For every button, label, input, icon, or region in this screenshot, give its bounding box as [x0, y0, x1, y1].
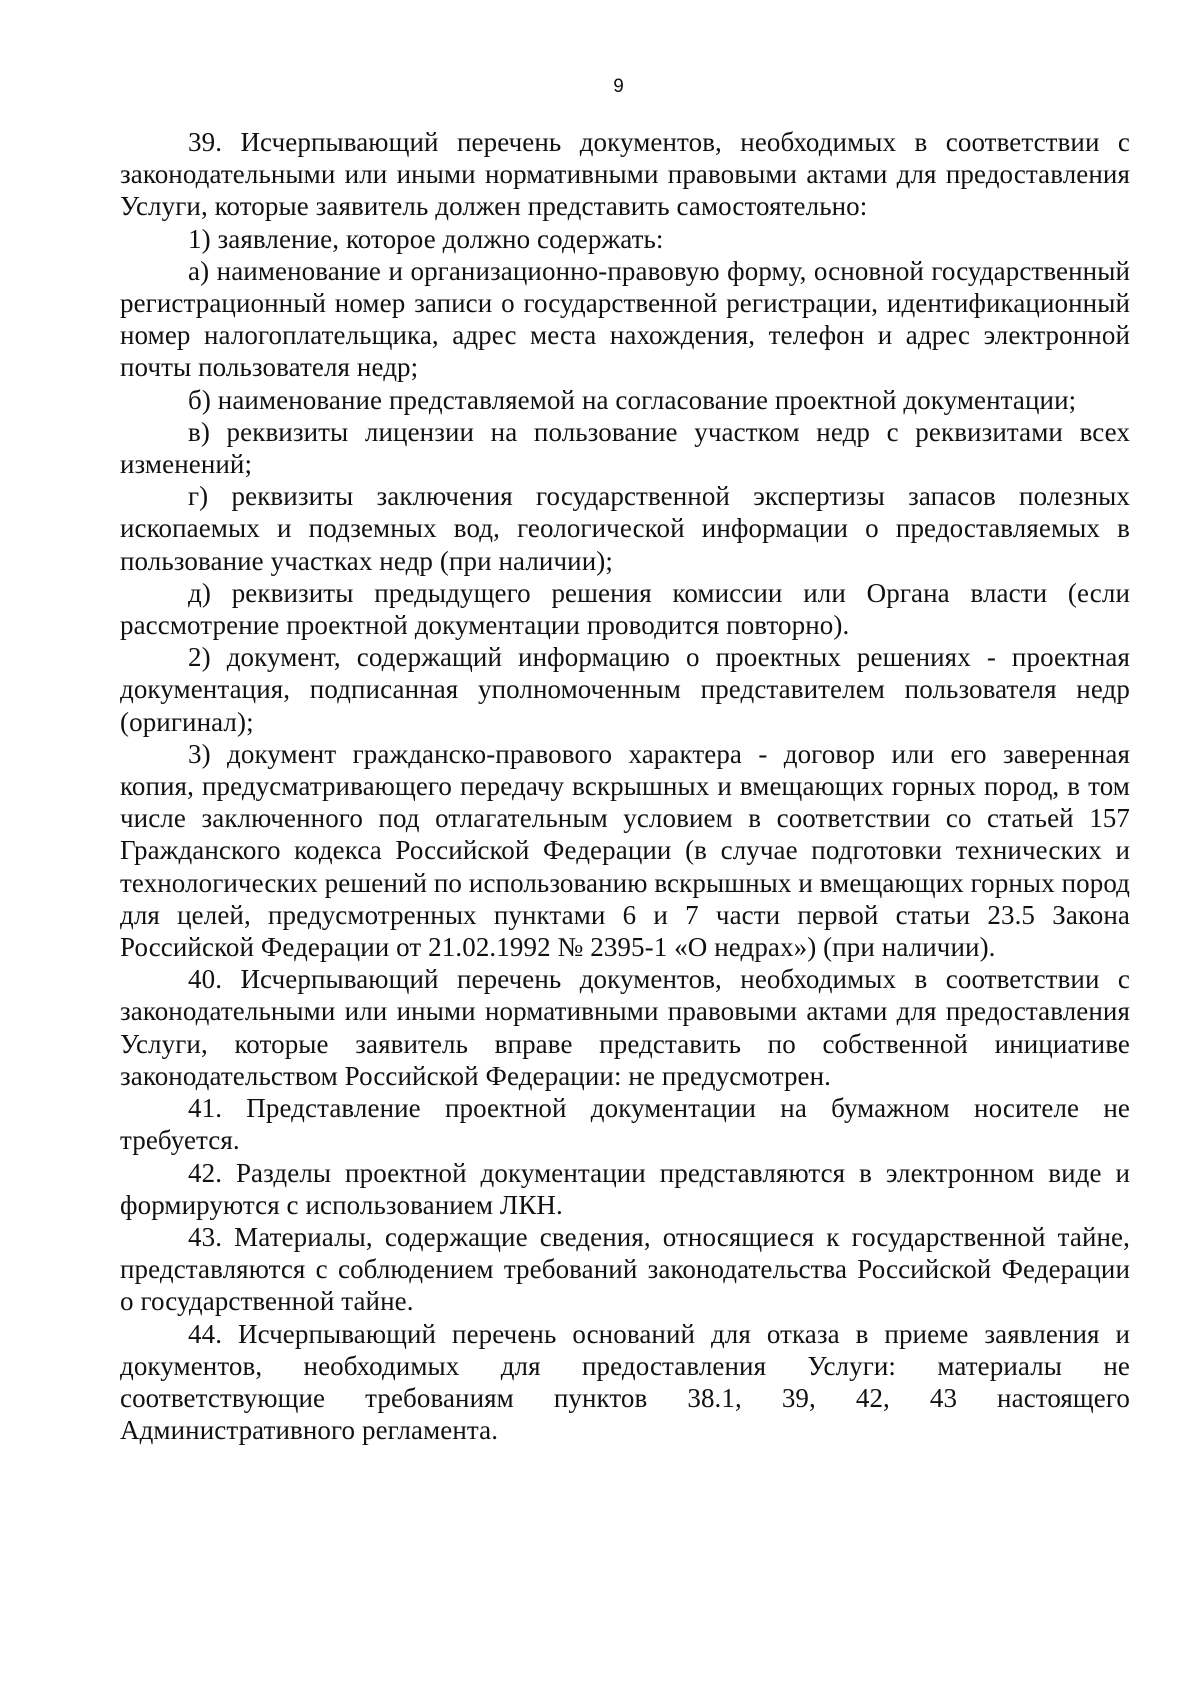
paragraph-40: 40. Исчерпывающий перечень документов, необходимых в соответствии с законодательными или иными нормативными правовыми актами для предоставления Услуги, которые заявитель вправе представить по собственной инициативе законодательством Российской Федерации: не предусмотрен.	[120, 964, 1130, 1091]
paragraph-39-item-1v: в) реквизиты лицензии на пользование участком недр с реквизитами всех изменений;	[120, 416, 1130, 480]
page-number: 9	[613, 76, 624, 97]
document-body	[120, 126, 1130, 1446]
paragraph-39-item-3: 3) документ гражданско-правового характера - договор или его заверенная копия, предусматривающего передачу вскрышных и вмещающих горных пород, в том числе заключенного под отлагательным условием в соответствии со статьей 157 Гражданского кодекса Российской Федерации (в случае подготовки технических и технологических решений по использованию вскрышных и вмещающих горных пород для целей, предусмотренных пунктами 6 и 7 части первой статьи 23.5 Закона Российской Федерации от 21.02.1992 № 2395-1 «О недрах») (при наличии).	[120, 738, 1130, 963]
paragraph-39-item-1: 1) заявление, которое должно содержать:	[188, 223, 664, 254]
paragraph-39: 39. Исчерпывающий перечень документов, необходимых в соответствии с законодательными или иными нормативными правовыми актами для предоставления Услуги, которые заявитель должен представить самостоятельно:	[120, 127, 1130, 222]
paragraph-39-item-2: 2) документ, содержащий информацию о проектных решениях - проектная документация, подписанная уполномоченным представителем пользователя недр (оригинал);	[120, 642, 1130, 737]
paragraph-44: 44. Исчерпывающий перечень оснований для отказа в приеме заявления и документов, необходимых для предоставления Услуги: материалы не соответствующие требованиям пунктов 38.1, 39, 42, 43 настоящего Административного регламента.	[120, 1318, 1130, 1446]
paragraph-39-item-1d: д) реквизиты предыдущего решения комиссии или Органа власти (если рассмотрение проектной документации проводится повторно).	[120, 577, 1130, 641]
paragraph-42: 42. Разделы проектной документации представляются в электронном виде и формируются с использованием ЛКН.	[120, 1157, 1130, 1220]
paragraph-39-item-1a: а) наименование и организационно-правовую форму, основной государственный регистрационный номер записи о государственной регистрации, идентификационный номер налогоплательщика, адрес места нахождения, телефон и адрес электронной почты пользователя недр;	[120, 255, 1130, 383]
paragraph-39-item-1g: г) реквизиты заключения государственной экспертизы запасов полезных ископаемых и подземных вод, геологической информации о предоставляемых в пользование участках недр (при наличии);	[120, 481, 1130, 576]
paragraph-39-item-1b: б) наименование представляемой на согласование проектной документации;	[188, 384, 1077, 415]
paragraph-43: 43. Материалы, содержащие сведения, относящиеся к государственной тайне, представляются с соблюдением требований законодательства Российской Федерации о государственной тайне.	[120, 1221, 1130, 1317]
paragraph-41: 41. Представление проектной документации на бумажном носителе не требуется.	[120, 1093, 1130, 1156]
